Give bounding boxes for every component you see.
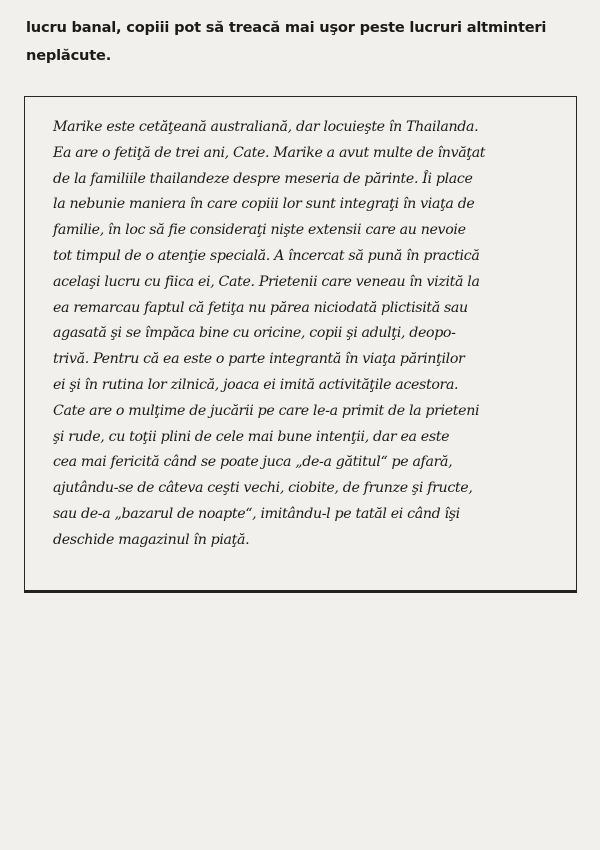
- box-line: agasată şi se împăca bine cu oricine, copii şi adulţi, deopo-: [53, 325, 456, 342]
- box-line: ea remarcau faptul că fetiţa nu părea niciodată plictisită sau: [53, 299, 468, 316]
- intro-line: neplăcute.: [26, 47, 112, 64]
- box-line: tot timpul de o atenţie specială. A încercat să pună în practică: [53, 247, 480, 264]
- boxed-example-text: [53, 115, 553, 554]
- box-line: ei şi în rutina lor zilnică, joaca ei imită activităţile acestora.: [53, 376, 459, 393]
- box-line: cea mai fericită când se poate juca „de-a gătitul“ pe afară,: [53, 454, 453, 471]
- box-line: Marike este cetăţeană australiană, dar locuieşte în Thailanda.: [53, 119, 479, 135]
- box-line: sau de-a „bazarul de noapte“, imitându-l pe tatăl ei când îşi: [53, 505, 460, 522]
- intro-paragraph: [26, 14, 592, 70]
- box-line: deschide magazinul în piaţă.: [53, 531, 250, 548]
- box-line: acelaşi lucru cu fiica ei, Cate. Prietenii care veneau în vizită la: [53, 273, 480, 290]
- box-line: la nebunie maniera în care copiii lor sunt integraţi în viaţa de: [53, 196, 475, 213]
- box-line: Ea are o fetiţă de trei ani, Cate. Marike a avut multe de învăţat: [53, 144, 486, 161]
- box-line: ajutându-se de câteva ceşti vechi, ciobite, de frunze şi fructe,: [53, 480, 473, 497]
- box-line: Cate are o mulţime de jucării pe care le-a primit de la prieteni: [53, 402, 480, 419]
- box-line: şi rude, cu toţii plini de cele mai bune intenţii, dar ea este: [53, 428, 450, 445]
- boxed-example: [24, 96, 577, 593]
- box-line: trivă. Pentru că ea este o parte integrantă în viaţa părinţilor: [53, 351, 465, 368]
- box-line: de la familiile thailandeze despre meseria de părinte. Îi place: [53, 170, 473, 187]
- intro-line: lucru banal, copiii pot să treacă mai uşor peste lucruri altminteri: [26, 19, 547, 36]
- box-line: familie, în loc să fie consideraţi nişte extensii care au nevoie: [53, 222, 466, 239]
